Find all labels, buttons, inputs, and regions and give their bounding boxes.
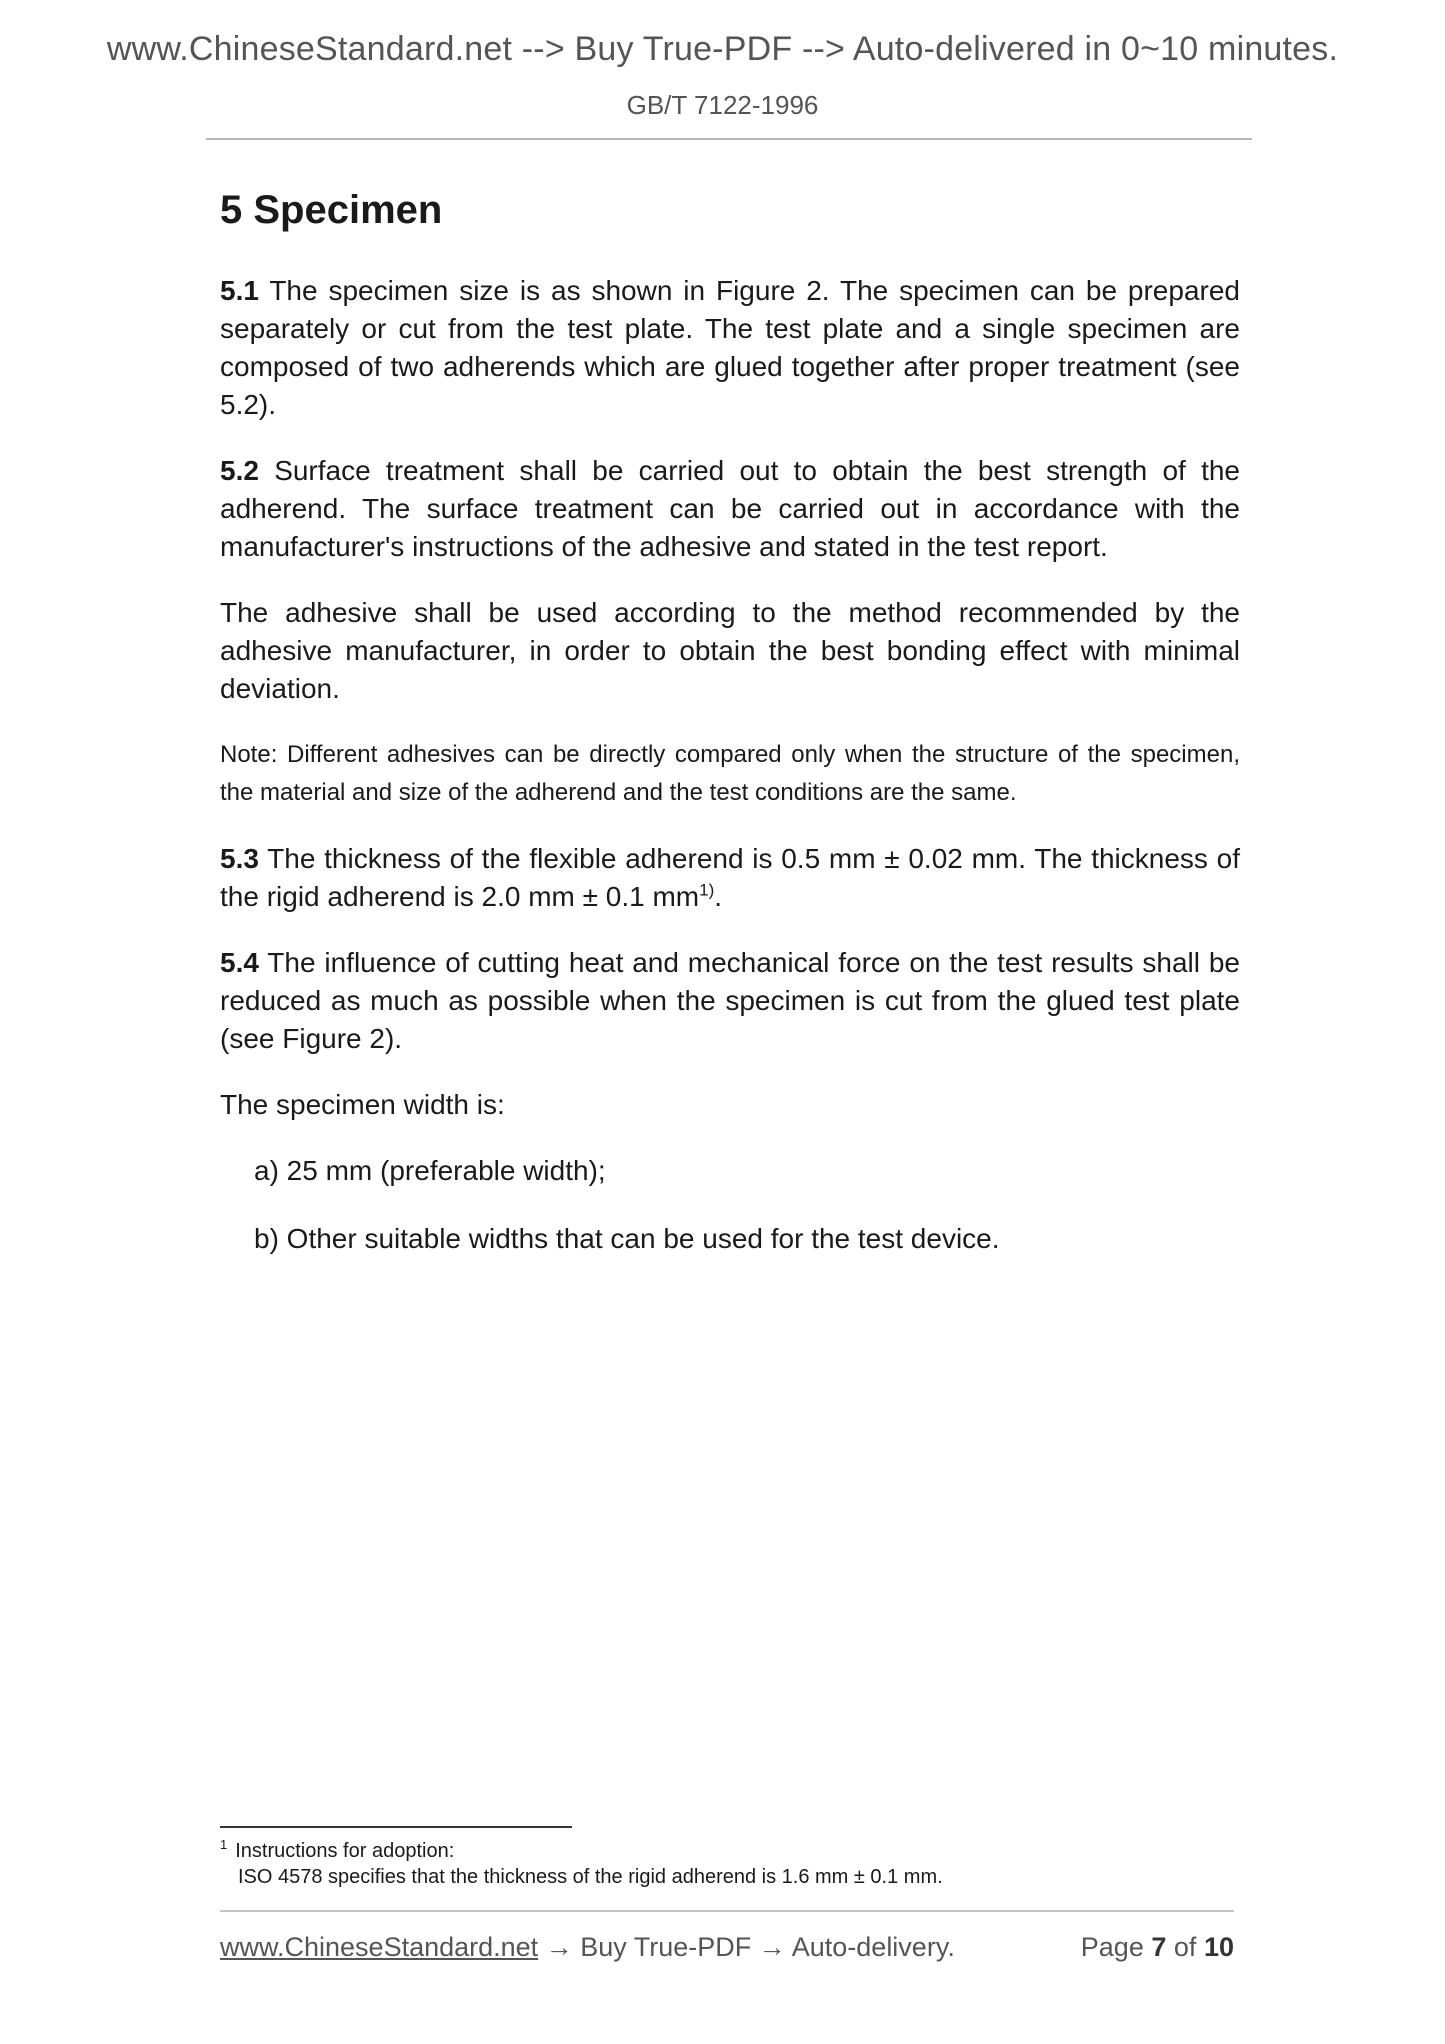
clause-text: The influence of cutting heat and mechanical force on the test results shall be reduced as much as possible when the specimen is cut from the glued test plate (see Figure 2). xyxy=(220,947,1240,1054)
clause-text: The specimen size is as shown in Figure 2. The specimen can be prepared separately or cut from the test plate. The test plate and a single specimen are composed of two adherends which are glued together after proper treatment (see 5.2). xyxy=(220,275,1240,420)
width-intro: The specimen width is: xyxy=(220,1089,505,1120)
clause-5-1 xyxy=(220,272,1240,424)
site-link[interactable]: www.ChineseStandard.net xyxy=(220,1932,539,1962)
clause-number: 5.4 xyxy=(220,947,259,978)
footer-tagline: → Buy True-PDF → Auto-delivery. xyxy=(538,1932,955,1962)
clause-5-3 xyxy=(220,840,1240,916)
clause-5-2 xyxy=(220,452,1240,566)
header-divider xyxy=(206,138,1252,140)
footer-links xyxy=(220,1932,955,1963)
footnote-divider xyxy=(220,1826,572,1828)
adhesive-usage-paragraph: The adhesive shall be used according to the method recommended by the adhesive manufacturer, in order to obtain the best bonding effect with minimal deviation. xyxy=(220,597,1240,704)
footnote-reference[interactable]: 1) xyxy=(699,880,715,900)
footer-divider xyxy=(220,1910,1234,1912)
page-number xyxy=(1056,1932,1234,1963)
section-title: 5 Specimen xyxy=(220,188,443,232)
page-of: of xyxy=(1173,1932,1197,1962)
footnote-line-2: ISO 4578 specifies that the thickness of the rigid adherend is 1.6 mm ± 0.1 mm. xyxy=(238,1866,943,1888)
clause-5-4 xyxy=(220,944,1240,1058)
list-item-b: b) Other suitable widths that can be used for the test device. xyxy=(254,1223,1000,1254)
clause-text: The thickness of the flexible adherend is 0.5 mm ± 0.02 mm. The thickness of the rigid adherend is 2.0 mm ± 0.1 mm xyxy=(220,843,1240,912)
page-label: Page xyxy=(1080,1932,1144,1962)
page-total: 10 xyxy=(1203,1932,1234,1962)
clause-end: . xyxy=(714,881,723,912)
document-body xyxy=(220,182,1240,1288)
note-paragraph: Note: Different adhesives can be directly compared only when the structure of the specimen, the material and size of the adherend and the test conditions are the same. xyxy=(220,741,1240,806)
clause-number: 5.3 xyxy=(220,843,259,874)
clause-number: 5.1 xyxy=(220,275,259,306)
footnote-mark: 1 xyxy=(220,1837,228,1853)
clause-text: Surface treatment shall be carried out to obtain the best strength of the adherend. The surface treatment can be carried out in accordance with the manufacturer's instructions of the adhesive and stated in the test report. xyxy=(220,455,1240,562)
list-item-a: a) 25 mm (preferable width); xyxy=(254,1155,606,1186)
page-current: 7 xyxy=(1151,1932,1167,1962)
clause-number: 5.2 xyxy=(220,455,259,486)
top-banner: www.ChineseStandard.net --> Buy True-PDF --> Auto-delivered in 0~10 minutes. xyxy=(106,30,1339,68)
footnote xyxy=(220,1838,1240,1890)
footnote-heading: Instructions for adoption: xyxy=(235,1840,455,1862)
footnote-line-1 xyxy=(220,1838,1240,1864)
standard-code: GB/T 7122-1996 xyxy=(626,90,819,120)
